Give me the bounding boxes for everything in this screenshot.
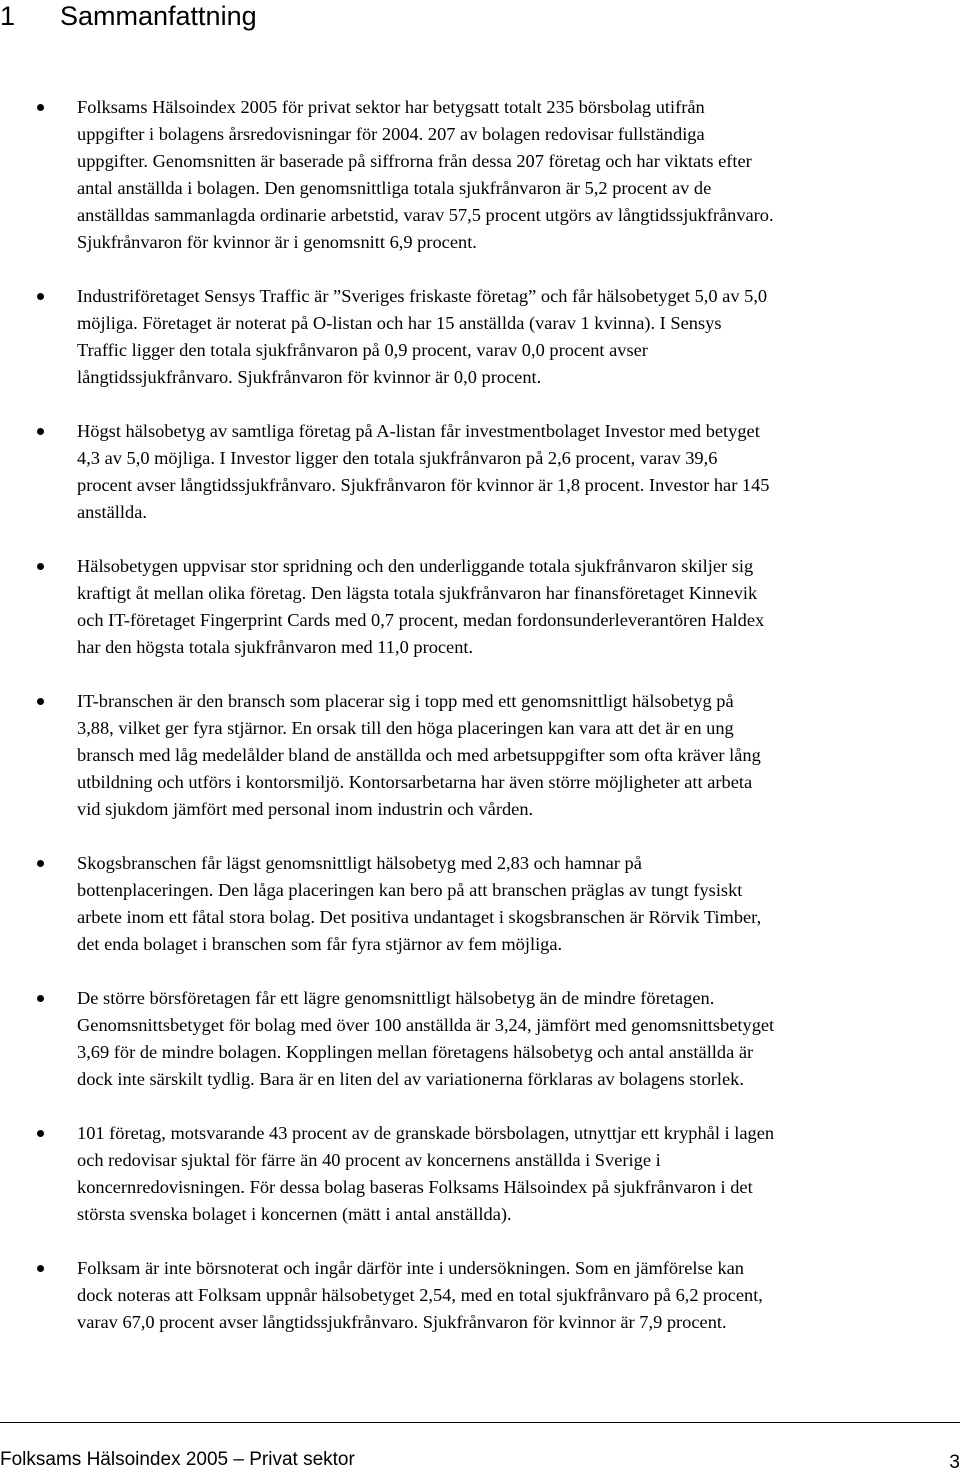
bullet-text: Skogsbranschen får lägst genomsnittligt hälsobetyg med 2,83 och hamnar på bottenplaceringen. Den låga placeringen kan bero på att branschen präglas av tungt fysiskt arbete inom ett fåtal stora bolag. Det positiva undantaget i skogsbranschen är Rörvik Timber, det enda bolaget i branschen som får fyra stjärnor av fem möjliga. <box>77 853 762 954</box>
page-heading <box>0 0 257 32</box>
page-number: 3 <box>949 1452 960 1473</box>
bullet-text: Folksam är inte börsnoterat och ingår därför inte i undersökningen. Som en jämförelse kan dock noteras att Folksam uppnår hälsobetyget 2,54, med en total sjukfrånvaro på 6,2 procent, varav 67,0 procent avser långtidssjukfrånvaro. Sjukfrånvaron för kvinnor är 7,9 procent. <box>77 1258 763 1332</box>
heading-number: 1 <box>0 1 16 31</box>
bullet-item <box>0 283 960 391</box>
bullet-text: 101 företag, motsvarande 43 procent av de granskade börsbolagen, utnyttjar ett kryphål i lagen och redovisar sjuktal för färre än 40 procent av koncernens anställda i Sverige i koncernredovisningen. För dessa bolag baseras Folksams Hälsoindex på sjukfrånvaron i det största svenska bolaget i koncernen (mätt i antal anställda). <box>77 1123 775 1224</box>
bullet-text: IT-branschen är den bransch som placerar sig i topp med ett genomsnittligt hälsobetyg på 3,88, vilket ger fyra stjärnor. En orsak till den höga placeringen kan vara att det är en ung bransch med låg medelålder bland de anställda och med arbetsuppgifter som ofta kräver lång utbildning och utförs i kontorsmiljö. Kontorsarbetarna har även större möjligheter att arbeta vid sjukdom jämfört med personal inom industrin och vården. <box>77 691 761 819</box>
bullet-dot-icon <box>37 1265 44 1272</box>
bullet-dot-icon <box>37 563 44 570</box>
bullet-item <box>0 553 960 661</box>
bullet-item <box>0 418 960 526</box>
bullet-text: Hälsobetygen uppvisar stor spridning och den underliggande totala sjukfrånvaron skiljer sig kraftigt åt mellan olika företag. Den lägsta totala sjukfrånvaron har finansföretaget Kinnevik och IT-företaget Fingerprint Cards med 0,7 procent, medan fordonsunderleverantören Haldex har den högsta totala sjukfrånvaron med 11,0 procent. <box>77 556 765 657</box>
bullet-item <box>0 1120 960 1228</box>
footer-title: Folksams Hälsoindex 2005 – Privat sektor <box>0 1449 355 1470</box>
bullet-text: Industriföretaget Sensys Traffic är ”Sveriges friskaste företag” och får hälsobetyget 5,0 av 5,0 möjliga. Företaget är noterat på O-listan och har 15 anställda (varav 1 kvinna). I Sensys Traffic ligger den totala sjukfrånvaron på 0,9 procent, varav 0,0 procent avser långtidssjukfrånvaro. Sjukfrånvaron för kvinnor är 0,0 procent. <box>77 286 768 387</box>
footer-divider <box>0 1422 960 1423</box>
bullet-item <box>0 1255 960 1336</box>
heading-title: Sammanfattning <box>60 1 257 31</box>
bullet-text: Folksams Hälsoindex 2005 för privat sektor har betygsatt totalt 235 börsbolag utifrån uppgifter i bolagens årsredovisningar för 2004. 207 av bolagen redovisar fullständiga uppgifter. Genomsnitten är baserade på siffrorna från dessa 207 företag och har viktats efter antal anställda i bolagen. Den genomsnittliga totala sjukfrånvaron är 5,2 procent av de anställdas sammanlagda ordinarie arbetstid, varav 57,5 procent utgörs av långtidssjukfrånvaro. Sjukfrånvaron för kvinnor är i genomsnitt 6,9 procent. <box>77 97 774 252</box>
bullet-dot-icon <box>37 428 44 435</box>
bullet-dot-icon <box>37 293 44 300</box>
bullet-item <box>0 688 960 823</box>
bullet-item <box>0 94 960 256</box>
bullet-item <box>0 985 960 1093</box>
bullet-dot-icon <box>37 995 44 1002</box>
bullet-text: Högst hälsobetyg av samtliga företag på A-listan får investmentbolaget Investor med betyget 4,3 av 5,0 möjliga. I Investor ligger den totala sjukfrånvaron på 2,6 procent, varav 39,6 procent avser långtidssjukfrånvaro. Sjukfrånvaron för kvinnor är 1,8 procent. Investor har 145 anställda. <box>77 421 770 522</box>
bullet-dot-icon <box>37 1130 44 1137</box>
bullet-dot-icon <box>37 860 44 867</box>
bullet-text: De större börsföretagen får ett lägre genomsnittligt hälsobetyg än de mindre företagen. Genomsnittsbetyget för bolag med över 100 anställda är 3,24, jämfört med genomsnittsbetyget 3,69 för de mindre bolagen. Kopplingen mellan företagens hälsobetyg och antal anställda är dock inte särskilt tydlig. Bara är en liten del av variationerna förklaras av bolagens storlek. <box>77 988 775 1089</box>
bullet-dot-icon <box>37 104 44 111</box>
bullet-item <box>0 850 960 958</box>
bullet-dot-icon <box>37 698 44 705</box>
summary-bullet-list <box>0 94 960 1363</box>
